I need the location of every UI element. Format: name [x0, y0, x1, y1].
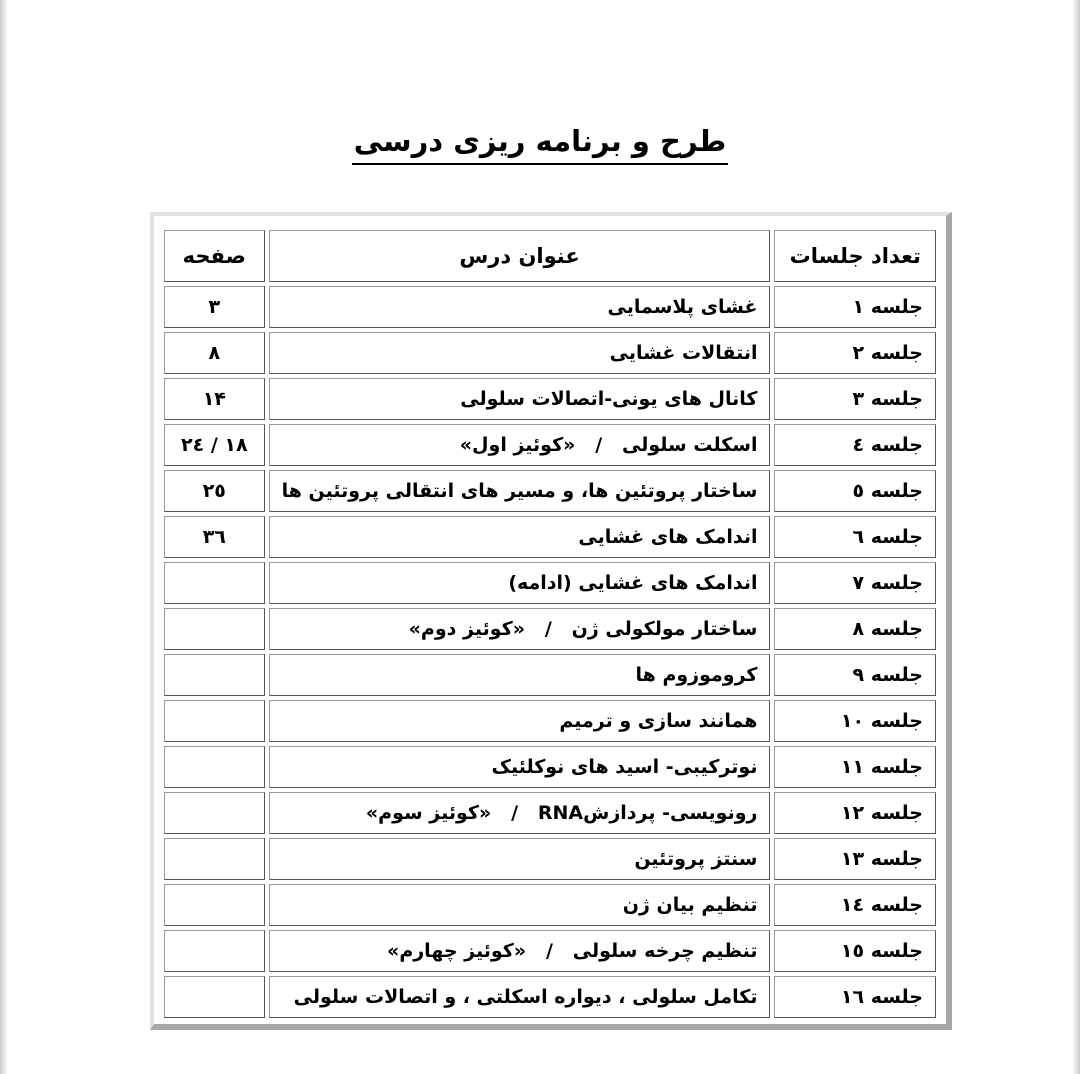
table-row	[164, 930, 936, 972]
table-row	[164, 838, 936, 880]
table-row	[164, 700, 936, 742]
page-cell	[164, 838, 265, 880]
session-cell: جلسه ۱٦	[774, 976, 936, 1018]
table-row	[164, 976, 936, 1018]
page-cell: ۳	[164, 286, 265, 328]
page-cell: ۱۸ / ۲٤	[164, 424, 265, 466]
topic-cell: رونویسی- پردازشRNA / «کوئیز سوم»	[269, 792, 771, 834]
session-cell: جلسه ۱	[774, 286, 936, 328]
table-row	[164, 516, 936, 558]
table-row	[164, 470, 936, 512]
page-cell	[164, 884, 265, 926]
topic-cell: غشای پلاسمایی	[269, 286, 771, 328]
header-session-count: تعداد جلسات	[774, 230, 936, 282]
table-row	[164, 332, 936, 374]
session-cell: جلسه ٥	[774, 470, 936, 512]
table-header-row	[164, 230, 936, 282]
topic-cell: همانند سازی و ترمیم	[269, 700, 771, 742]
topic-cell: کانال های یونی-اتصالات سلولی	[269, 378, 771, 420]
page-cell	[164, 654, 265, 696]
session-cell: جلسه ۱٤	[774, 884, 936, 926]
table-row	[164, 608, 936, 650]
table-row	[164, 792, 936, 834]
topic-cell: ساختار مولکولی ژن / «کوئیز دوم»	[269, 608, 771, 650]
header-page: صفحه	[164, 230, 265, 282]
schedule-table-frame	[150, 212, 952, 1030]
page-cell	[164, 562, 265, 604]
session-cell: جلسه ۲	[774, 332, 936, 374]
topic-cell: کروموزوم ها	[269, 654, 771, 696]
session-cell: جلسه ۱۲	[774, 792, 936, 834]
page-cell	[164, 792, 265, 834]
page-cell: ۸	[164, 332, 265, 374]
page-cell	[164, 746, 265, 788]
table-row	[164, 562, 936, 604]
page-cell: ۳٦	[164, 516, 265, 558]
topic-cell: اسکلت سلولی / «کوئیز اول»	[269, 424, 771, 466]
page-cell: ۱۴	[164, 378, 265, 420]
page-cell: ۲٥	[164, 470, 265, 512]
topic-cell: انتقالات غشایی	[269, 332, 771, 374]
page-cell	[164, 700, 265, 742]
topic-cell: تنظیم بیان ژن	[269, 884, 771, 926]
topic-cell: نوترکیبی- اسید های نوکلئیک	[269, 746, 771, 788]
session-cell: جلسه ۳	[774, 378, 936, 420]
table-row	[164, 424, 936, 466]
page-cell	[164, 930, 265, 972]
session-cell: جلسه ۱۱	[774, 746, 936, 788]
table-row	[164, 378, 936, 420]
session-cell: جلسه ٦	[774, 516, 936, 558]
table-row	[164, 746, 936, 788]
table-row	[164, 286, 936, 328]
topic-cell: تکامل سلولی ، دیواره اسکلتی ، و اتصالات سلولی	[269, 976, 771, 1018]
header-lesson-title: عنوان درس	[269, 230, 771, 282]
page-cell	[164, 608, 265, 650]
session-cell: جلسه ۹	[774, 654, 936, 696]
topic-cell: اندامک های غشایی (ادامه)	[269, 562, 771, 604]
document-title-text: طرح و برنامه ریزی درسی	[352, 124, 729, 165]
session-cell: جلسه ۷	[774, 562, 936, 604]
topic-cell: ساختار پروتئین ها، و مسیر های انتقالی پروتئین ها	[269, 470, 771, 512]
table-row	[164, 654, 936, 696]
table-row	[164, 884, 936, 926]
session-cell: جلسه ۱۰	[774, 700, 936, 742]
schedule-table	[160, 226, 940, 1022]
topic-cell: تنظیم چرخه سلولی / «کوئیز چهارم»	[269, 930, 771, 972]
session-cell: جلسه ۸	[774, 608, 936, 650]
page-cell	[164, 976, 265, 1018]
session-cell: جلسه ۱۳	[774, 838, 936, 880]
topic-cell: سنتز پروتئین	[269, 838, 771, 880]
session-cell: جلسه ۱٥	[774, 930, 936, 972]
document-title	[0, 124, 1080, 165]
session-cell: جلسه ٤	[774, 424, 936, 466]
topic-cell: اندامک های غشایی	[269, 516, 771, 558]
